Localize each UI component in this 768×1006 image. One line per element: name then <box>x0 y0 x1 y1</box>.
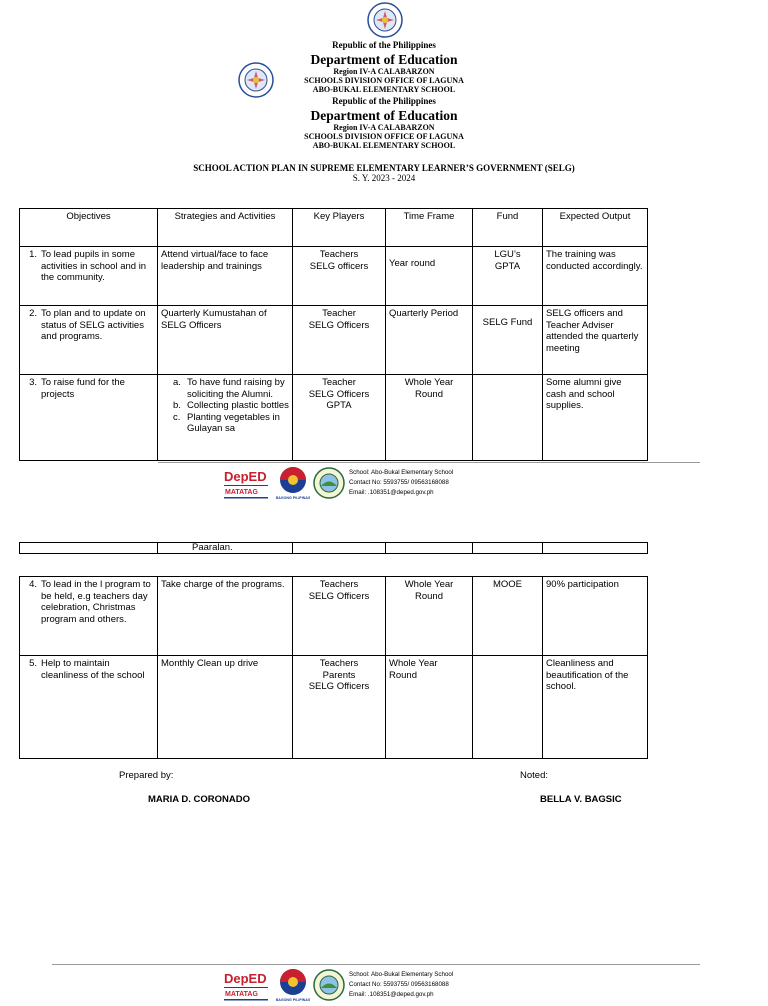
objective-text: To lead pupils in some activities in school and in the community. <box>41 249 147 283</box>
footer-contact: Contact No: 5593755/ 09563168088 <box>349 479 449 486</box>
table-row <box>20 543 648 554</box>
footer-school: School: Abo-Bukal Elementary School <box>349 971 454 978</box>
objective-cell <box>20 656 158 759</box>
player-line: SELG Officers <box>308 388 370 400</box>
bagong-pilipinas-logo <box>276 967 310 1003</box>
school-year: S. Y. 2023 - 2024 <box>352 173 416 183</box>
players-cell <box>293 306 386 375</box>
time-cell: Quarterly Period <box>386 306 473 375</box>
prepared-by-name: MARIA D. CORONADO <box>148 794 251 805</box>
row-number: 4. <box>29 579 37 590</box>
time-line: Round <box>415 388 443 400</box>
fund-cell <box>473 247 543 306</box>
players-cell <box>293 577 386 656</box>
col-strategies: Strategies and Activities <box>158 209 293 247</box>
col-fund: Fund <box>473 209 543 247</box>
fund-line: SELG Fund <box>482 317 533 328</box>
list-item: a. To have fund raising by soliciting the Alumni. <box>173 377 285 400</box>
table-row <box>20 306 648 375</box>
row-number: 1. <box>29 249 37 260</box>
time-line: Round <box>415 590 443 602</box>
col-key-players: Key Players <box>293 209 386 247</box>
table-row <box>20 656 648 759</box>
deped-matatag-logo <box>223 466 269 500</box>
header-school: ABO-BUKAL ELEMENTARY SCHOOL <box>312 85 456 94</box>
continued-text: Paaralan. <box>158 543 293 554</box>
bagong-pilipinas-logo <box>276 465 310 501</box>
player-line: Parents <box>322 669 356 681</box>
objective-cell <box>20 577 158 656</box>
table-row <box>20 375 648 461</box>
table-header-row <box>20 209 648 247</box>
player-line: SELG Officers <box>308 681 370 692</box>
list-item: b. Collecting plastic bottles <box>173 400 289 411</box>
player-line: SELG officers <box>309 260 369 272</box>
strategy-cell: Monthly Clean up drive <box>158 656 293 759</box>
player-line: GPTA <box>326 400 352 411</box>
players-cell <box>293 375 386 461</box>
noted-label: Noted: <box>520 770 548 781</box>
row-number: 3. <box>29 377 37 388</box>
objective-cell <box>20 306 158 375</box>
header-department-2: Department of Education <box>310 108 458 123</box>
players-cell <box>293 656 386 759</box>
time-cell <box>386 656 473 759</box>
deped-wordmark: DepED <box>224 469 267 484</box>
header-region-2: Region IV-A CALABARZON <box>333 123 435 132</box>
continued-row-table <box>19 542 648 554</box>
output-cell: Some alumni give cash and school supplies. <box>543 375 648 461</box>
player-line: Teachers <box>319 658 359 669</box>
action-plan-table-continued <box>19 576 648 759</box>
list-item: c. Planting vegetables in Gulayan sa <box>173 411 280 434</box>
footer-rule <box>52 964 700 965</box>
player-line: Teacher <box>322 308 356 319</box>
matatag-wordmark: MATATAG <box>225 489 258 496</box>
output-cell: Cleanliness and beautification of the school. <box>543 656 648 759</box>
header-division: SCHOOLS DIVISION OFFICE OF LAGUNA <box>304 76 464 85</box>
objective-text: To plan and to update on status of SELG activities and programs. <box>41 308 146 342</box>
output-cell: SELG officers and Teacher Adviser attended the quarterly meeting <box>543 306 648 375</box>
player-line: Teachers <box>319 249 359 260</box>
col-time-frame: Time Frame <box>386 209 473 247</box>
strategy-cell <box>158 375 293 461</box>
footer-email: Email: .108351@deped.gov.ph <box>349 489 434 496</box>
strategy-cell: Take charge of the programs. <box>158 577 293 656</box>
bagong-wordmark: BAGONG PILIPINAS <box>276 998 310 1002</box>
fund-cell: MOOE <box>473 577 543 656</box>
header-republic: Republic of the Philippines <box>332 40 436 50</box>
fund-cell <box>473 656 543 759</box>
deped-matatag-logo <box>223 968 269 1002</box>
player-line: SELG Officers <box>308 590 370 602</box>
player-line: SELG Officers <box>308 319 370 331</box>
plan-title: SCHOOL ACTION PLAN IN SUPREME ELEMENTARY LEARNER’S GOVERNMENT (SELG) <box>193 163 575 173</box>
output-cell: 90% participation <box>543 577 648 656</box>
table-row <box>20 247 648 306</box>
time-line: Whole Year <box>404 377 454 388</box>
time-cell <box>386 247 473 306</box>
strategy-list <box>161 377 289 435</box>
objective-text: To raise fund for the projects <box>41 377 125 400</box>
col-objectives: Objectives <box>20 209 158 247</box>
school-seal <box>313 969 345 1001</box>
header-school-2: ABO-BUKAL ELEMENTARY SCHOOL <box>312 141 456 150</box>
deped-seal-top <box>367 2 403 38</box>
footer-school: School: Abo-Bukal Elementary School <box>349 469 454 476</box>
objective-text: To lead in the l program to be held, e.g teachers day celebration, Christmas program and others. <box>41 579 151 625</box>
footer-contact: Contact No: 5593755/ 09563168088 <box>349 981 449 988</box>
action-plan-table <box>19 208 648 461</box>
header-republic-2: Republic of the Philippines <box>332 96 436 106</box>
deped-wordmark: DepED <box>224 971 267 986</box>
header-division-2: SCHOOLS DIVISION OFFICE OF LAGUNA <box>304 132 464 141</box>
prepared-by-label: Prepared by: <box>119 770 174 781</box>
time-text: Whole Year Round <box>389 658 438 681</box>
matatag-wordmark: MATATAG <box>225 991 258 998</box>
time-cell <box>386 577 473 656</box>
fund-cell <box>473 306 543 375</box>
output-cell: The training was conducted accordingly. <box>543 247 648 306</box>
header-department: Department of Education <box>310 52 458 67</box>
players-cell <box>293 247 386 306</box>
player-line: Teacher <box>322 377 356 388</box>
noted-name: BELLA V. BAGSIC <box>540 794 622 805</box>
footer-email: Email: .108351@deped.gov.ph <box>349 991 434 998</box>
time-cell <box>386 375 473 461</box>
row-number: 5. <box>29 658 37 669</box>
fund-cell <box>473 375 543 461</box>
footer-rule <box>158 462 700 463</box>
fund-line: GPTA <box>494 260 521 272</box>
bagong-wordmark: BAGONG PILIPINAS <box>276 496 310 500</box>
header-region: Region IV-A CALABARZON <box>333 67 435 76</box>
objective-text: Help to maintain cleanliness of the school <box>41 658 145 681</box>
objective-cell <box>20 375 158 461</box>
strategy-cell: Quarterly Kumustahan of SELG Officers <box>158 306 293 375</box>
table-row <box>20 577 648 656</box>
strategy-cell: Attend virtual/face to face leadership and trainings <box>158 247 293 306</box>
row-number: 2. <box>29 308 37 319</box>
time-text: Year round <box>389 258 436 269</box>
time-line: Whole Year <box>404 579 454 590</box>
col-expected-output: Expected Output <box>543 209 648 247</box>
objective-cell <box>20 247 158 306</box>
school-seal <box>313 467 345 499</box>
player-line: Teachers <box>319 579 359 590</box>
fund-line: LGU’s <box>494 249 521 260</box>
